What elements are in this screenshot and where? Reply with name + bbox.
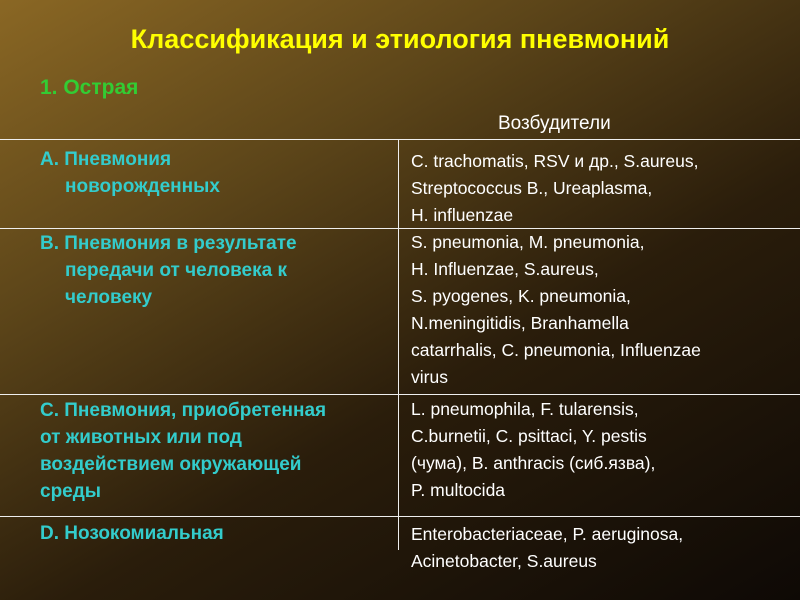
row-label <box>40 146 395 200</box>
pathogen-line: C. trachomatis, RSV и др., S.aureus, <box>411 151 699 171</box>
row-label-line: D. Нозокомиальная <box>40 523 224 544</box>
row-label-line: воздействием окружающей <box>40 454 302 475</box>
row-label-line: от животных или под <box>40 427 242 448</box>
table-column-divider <box>398 140 399 550</box>
row-divider <box>0 516 800 517</box>
row-pathogens <box>411 521 796 575</box>
section-heading: 1. Острая <box>40 76 139 99</box>
row-label-line: новорожденных <box>65 176 220 197</box>
row-pathogens <box>411 396 796 504</box>
pathogen-line: N.meningitidis, Branhamella <box>411 313 629 333</box>
pathogen-line: virus <box>411 367 448 387</box>
row-label-line: человеку <box>65 287 153 308</box>
row-pathogens <box>411 229 796 391</box>
row-label <box>40 397 395 505</box>
pathogen-line: H. Influenzae, S.aureus, <box>411 259 599 279</box>
row-pathogens <box>411 148 796 229</box>
pathogen-line: S. pyogenes, K. pneumonia, <box>411 286 631 306</box>
row-label-line: передачи от человека к <box>65 260 287 281</box>
row-label <box>40 520 395 547</box>
pathogen-line: (чума), B. anthracis (сиб.язва), <box>411 453 656 473</box>
pathogen-line: Enterobacteriaceae, P. aeruginosa, <box>411 524 684 544</box>
pathogen-line: Acinetobacter, S.aureus <box>411 551 597 571</box>
row-label-line: среды <box>40 481 102 502</box>
pathogen-line: S. pneumonia, M. pneumonia, <box>411 232 645 252</box>
pathogen-line: C.burnetii, C. psittaci, Y. pestis <box>411 426 647 446</box>
row-divider <box>0 394 800 395</box>
pathogen-line: Streptococcus B., Ureaplasma, <box>411 178 653 198</box>
row-label-line: C. Пневмония, приобретенная <box>40 400 327 421</box>
row-label-line: А. Пневмония <box>40 149 172 170</box>
row-label <box>40 230 395 311</box>
pathogen-line: H. influenzae <box>411 205 514 225</box>
row-label-line: В. Пневмония в результате <box>40 233 297 254</box>
pathogen-line: catarrhalis, C. pneumonia, Influenzae <box>411 340 701 360</box>
pathogen-line: L. pneumophila, F. tularensis, <box>411 399 639 419</box>
table-top-rule <box>0 139 800 140</box>
slide-title: Классификация и этиология пневмоний <box>130 24 670 54</box>
pathogen-line: P. multocida <box>411 480 506 500</box>
column-header-pathogens: Возбудители <box>498 113 611 134</box>
